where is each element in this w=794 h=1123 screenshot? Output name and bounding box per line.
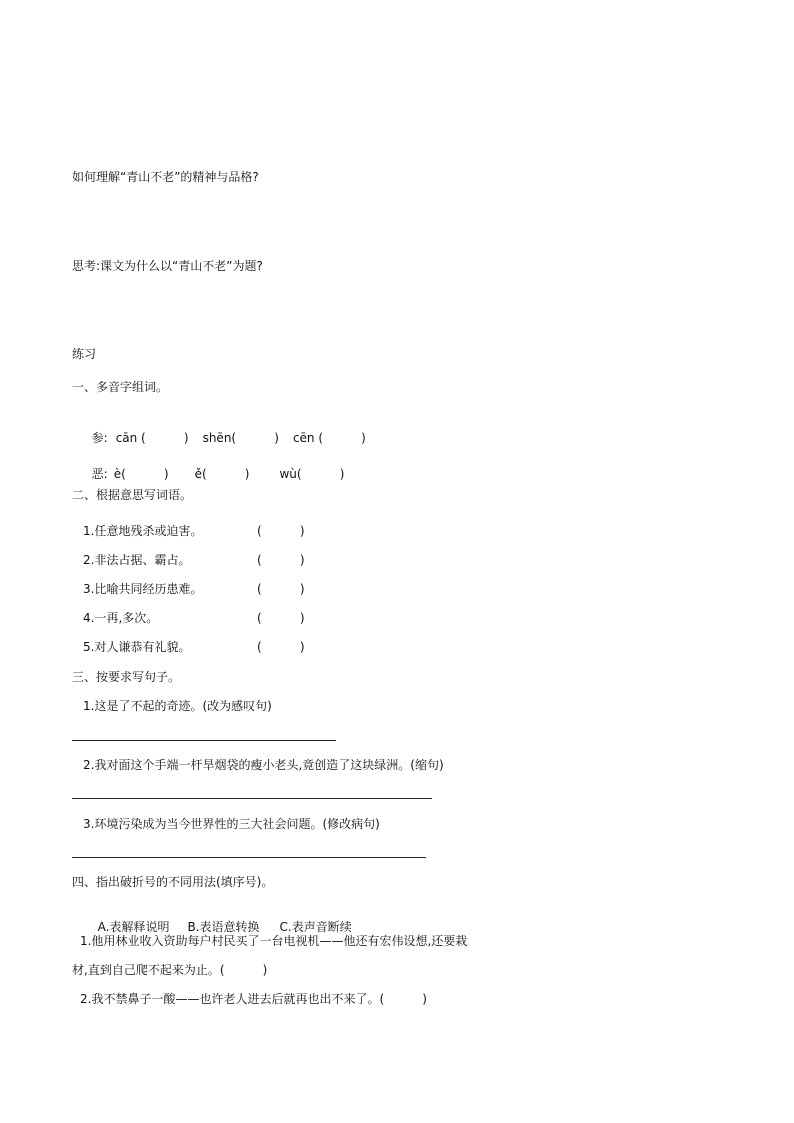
definition-blank: ( ): [257, 611, 305, 625]
polyphone-blank: shēn( ): [202, 431, 279, 445]
answer-line-1[interactable]: [72, 740, 336, 741]
question-1: 如何理解“青山不老”的精神与品格?: [72, 170, 259, 184]
definition-item: 1.任意地残杀或迫害。: [83, 524, 203, 538]
sentence-task-2: 2.我对面这个手端一杆旱烟袋的瘦小老头,竟创造了这块绿洲。(缩句): [83, 758, 444, 772]
answer-line-3[interactable]: [72, 857, 426, 858]
sentence-task-3: 3.环境污染成为当今世界性的三大社会问题。(修改病句): [83, 817, 380, 831]
section-1-heading: 一、多音字组词。: [72, 380, 169, 394]
option-a: A.表解释说明: [97, 920, 170, 934]
polyphone-blank: cēn ( ): [292, 431, 366, 445]
polyphone-blank: ě( ): [194, 467, 250, 481]
polyphone-char: 参:: [91, 431, 108, 445]
section-3-heading: 三、按要求写句子。: [72, 670, 181, 684]
polyphone-blank: wù( ): [279, 467, 345, 481]
option-c: C.表声音断续: [279, 920, 352, 934]
dash-item-1-line-1: 1.他用林业收入资助每户村民买了一台电视机——他还有宏伟设想,还要栽: [80, 934, 468, 948]
practice-title: 练习: [72, 347, 97, 361]
definition-blank: ( ): [257, 582, 305, 596]
polyphone-row-e: [84, 450, 344, 482]
definition-item: 5.对人谦恭有礼貌。: [83, 640, 191, 654]
definition-blank: ( ): [257, 524, 305, 538]
section-2-heading: 二、根据意思写词语。: [72, 488, 193, 502]
definition-item: 4.一再,多次。: [83, 611, 159, 625]
definition-blank: ( ): [257, 640, 305, 654]
polyphone-blank: è( ): [113, 467, 169, 481]
section-4-heading: 四、指出破折号的不同用法(填序号)。: [72, 875, 274, 889]
option-b: B.表语意转换: [187, 920, 260, 934]
answer-line-2[interactable]: [72, 798, 432, 799]
dash-item-1-line-2: 材,直到自己爬不起来为止。( ): [72, 963, 268, 977]
polyphone-row-can: [84, 414, 366, 446]
sentence-task-1: 1.这是了不起的奇迹。(改为感叹句): [83, 699, 272, 713]
polyphone-char: 恶:: [91, 467, 108, 481]
question-2: 思考:课文为什么以“青山不老”为题?: [72, 259, 263, 273]
definition-blank: ( ): [257, 553, 305, 567]
definition-item: 2.非法占据、霸占。: [83, 553, 191, 567]
definition-item: 3.比喻共同经历患难。: [83, 582, 203, 596]
dash-item-2: 2.我不禁鼻子一酸——也许老人进去后就再也出不来了。( ): [80, 992, 427, 1006]
dash-usage-options: [90, 903, 352, 935]
polyphone-blank: cān ( ): [115, 431, 189, 445]
